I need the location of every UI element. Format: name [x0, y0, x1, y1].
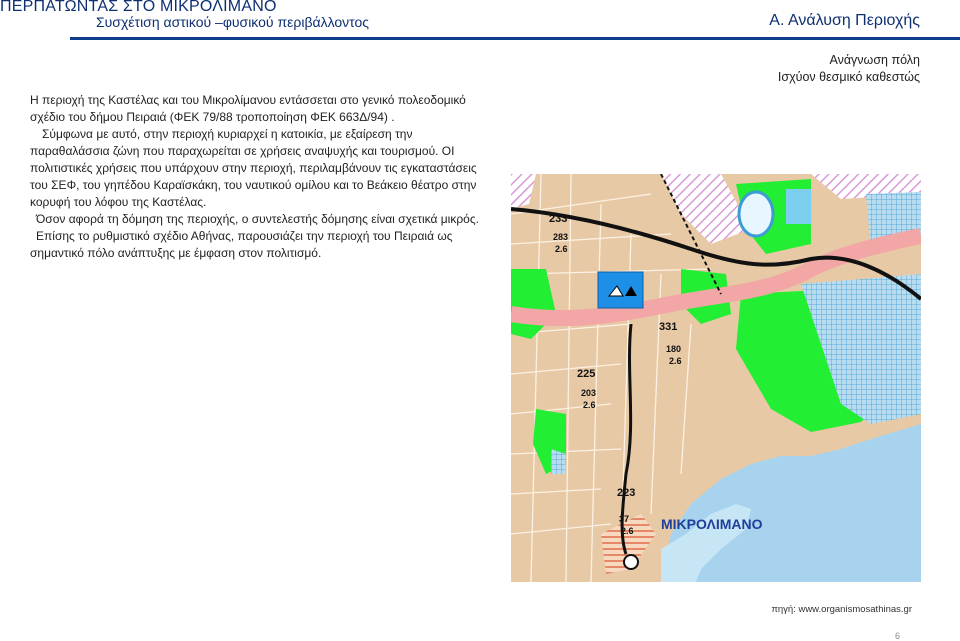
harbor-label: ΜΙΚΡΟΛΙΜΑΝΟ: [661, 516, 763, 532]
page-number: 6: [894, 631, 900, 641]
block-label: 223: [617, 487, 636, 499]
block-label: 283: [553, 232, 569, 242]
block-label: 2.6: [621, 526, 634, 536]
block-label: 180: [666, 344, 682, 354]
stadium-field: [786, 189, 811, 224]
note-line-2: Ισχύον θεσμικό καθεστώς: [777, 70, 920, 84]
source-credit: πηγή: www.organismosathinas.gr: [771, 604, 912, 615]
body-text: [30, 92, 485, 262]
block-label: 203: [581, 388, 597, 398]
block-label: 225: [577, 368, 596, 380]
zoning-map: [511, 174, 921, 582]
block-label: 37: [619, 514, 630, 524]
paragraph-4: Επίσης το ρυθμιστικό σχέδιο Αθήνας, παρουσιάζει την περιοχή του Πειραιά ως σημαντικό πόλο ανάπτυξης με έμφαση στον πολιτισμό.: [30, 229, 453, 260]
page-subtitle: Συσχέτιση αστικού –φυσικού περιβάλλοντος: [96, 14, 370, 30]
paragraph-1: Η περιοχή της Καστέλας και του Μικρολίμανου εντάσσεται στο γενικό πολεοδομικό σχέδιο του δήμου Πειραιά (ΦΕΚ 79/88 τροποποίηση ΦΕΚ 663Δ/94) .: [30, 93, 466, 124]
culture-block: [598, 272, 643, 308]
marina-marker-icon: [624, 555, 638, 569]
block-label: 2.6: [583, 400, 596, 410]
stadium-circle: [739, 192, 773, 236]
paragraph-2: Σύμφωνα με αυτό, στην περιοχή κυριαρχεί η κατοικία, με εξαίρεση την παραθαλάσσια ζώνη που παραχωρείται σε χρήσεις αναψυχής και τουρισμού. ΟΙ πολιτιστικές χρήσεις που υπάρχουν στην περιοχή, περιλαμβάνουν τις εγκαταστάσεις του ΣΕΦ, του γηπέδου Καραϊσκάκη, του ναυτικού ομίλου και το Βεάκειο θέατρο στην κορυφή του λόφου της Καστέλας.: [30, 127, 477, 209]
block-label: 2.6: [555, 244, 568, 254]
side-notes: [778, 52, 920, 86]
zoning-map-graphic: [511, 174, 921, 582]
block-label: 233: [549, 213, 568, 225]
section-title: Α. Ανάλυση Περιοχής: [769, 12, 920, 29]
block-label: 331: [659, 321, 678, 333]
block-label: 2.6: [669, 356, 682, 366]
page-title: ΠΕΡΠΑΤΩΝΤΑΣ ΣΤΟ ΜΙΚΡΟΛΙΜΑΝΟ: [0, 0, 277, 15]
paragraph-3: Όσον αφορά τη δόμηση της περιοχής, ο συντελεστής δόμησης είναι σχετικά μικρός.: [36, 212, 479, 226]
note-line-1: Ανάγνωση πόλη: [829, 53, 920, 67]
header-divider: [70, 37, 960, 40]
